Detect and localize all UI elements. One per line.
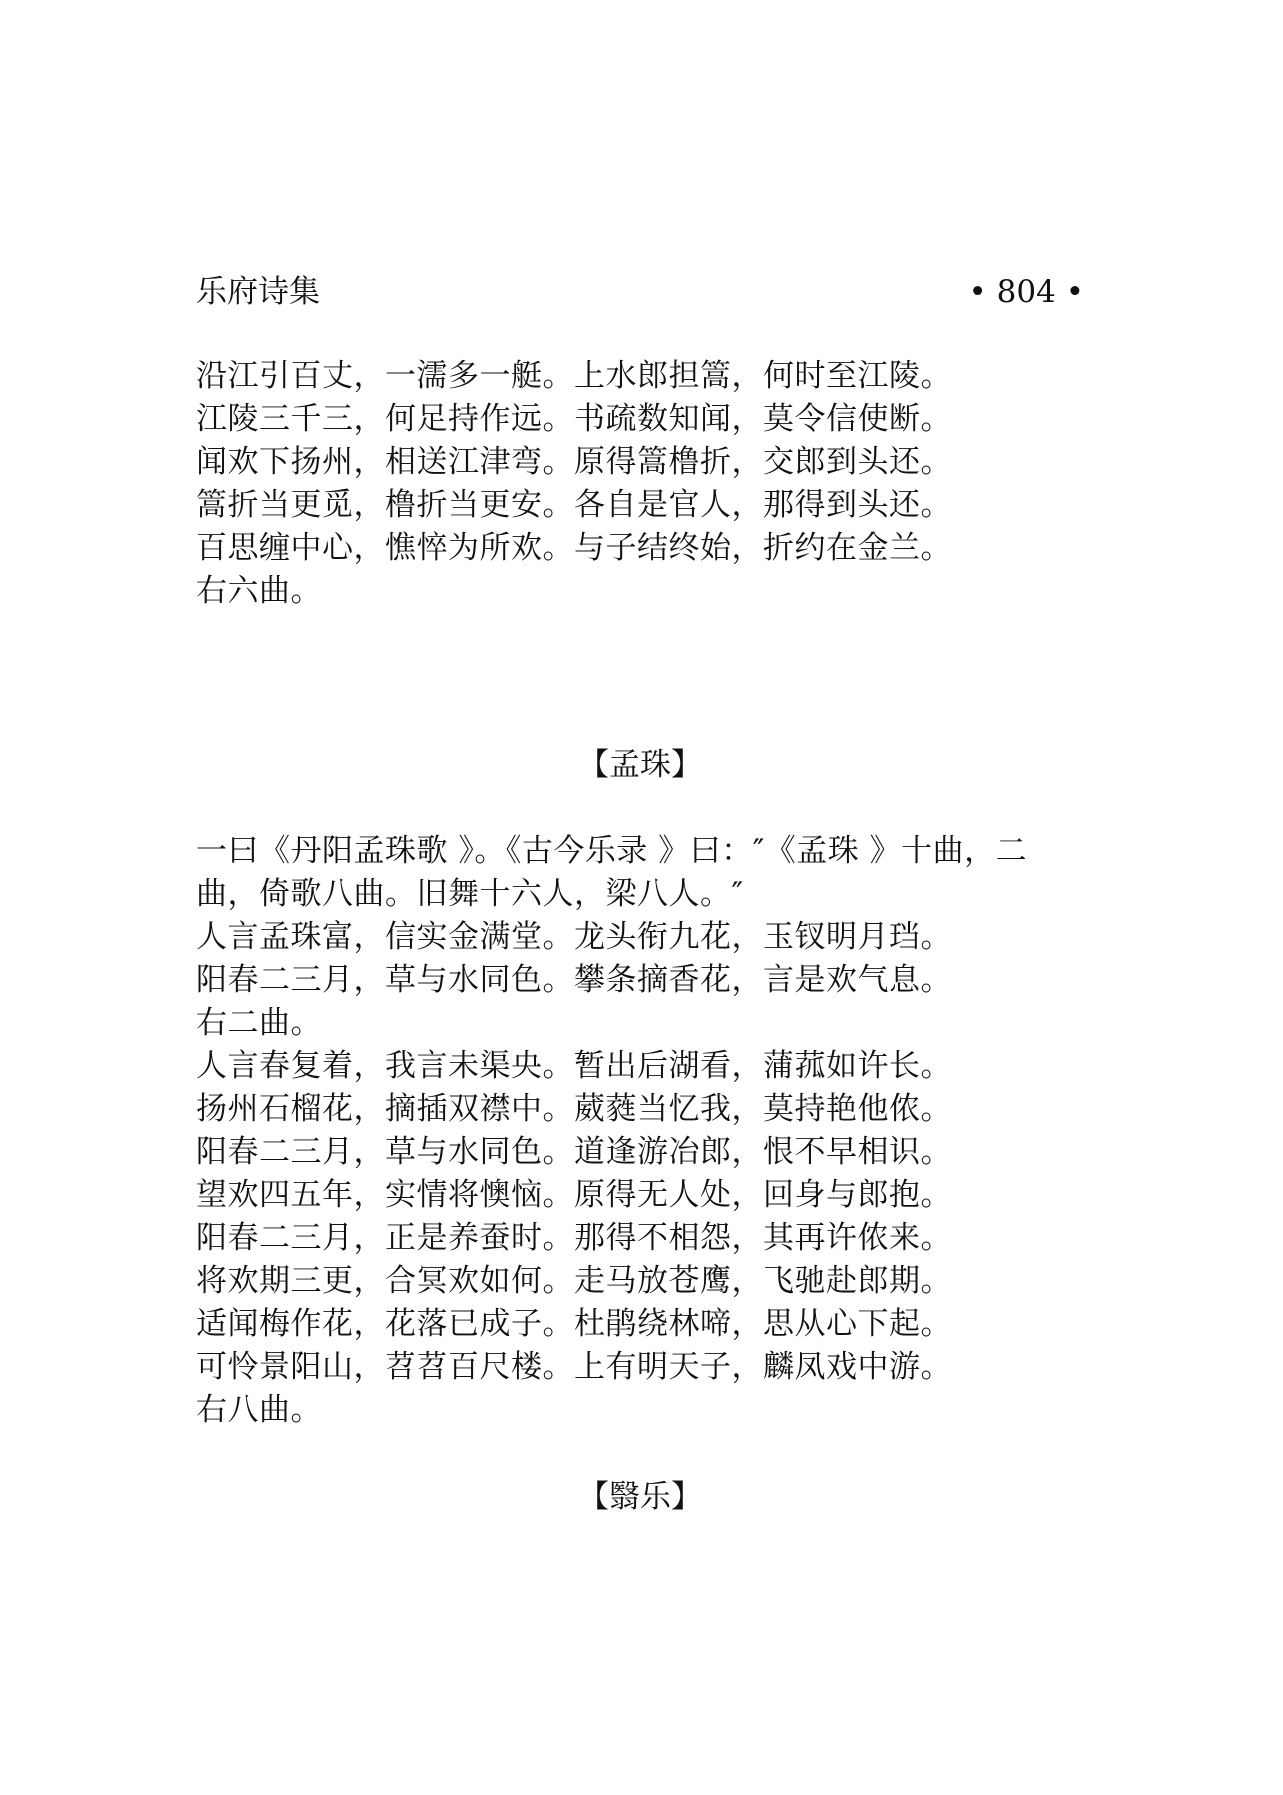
poem-line: 望欢四五年，实情将懊恼。原得无人处，回身与郎抱。 — [196, 1177, 952, 1213]
poem-line: 江陵三千三，何足持作远。书疏数知闻，莫令信使断。 — [196, 401, 952, 437]
poem-line: 将欢期三更，合冥欢如何。走马放苍鹰，飞驰赴郎期。 — [196, 1263, 952, 1299]
poem-block-1 — [196, 355, 1096, 613]
section-heading-meng-zhu: 【孟珠】 — [578, 747, 702, 783]
page-number: • 804 • — [968, 274, 1084, 310]
intro-line: 一曰《丹阳孟珠歌 》。《古今乐录 》曰：″《孟珠 》十曲，二 — [196, 833, 1028, 869]
poem-line: 人言孟珠富，信实金满堂。龙头衔九花，玉钗明月珰。 — [196, 919, 952, 955]
poem-line: 阳春二三月，草与水同色。道逢游冶郎，恨不早相识。 — [196, 1134, 952, 1170]
poem-line: 百思缠中心，憔悴为所欢。与子结终始，折约在金兰。 — [196, 530, 952, 566]
poem-block-2 — [196, 830, 1096, 1432]
book-title: 乐府诗集 — [196, 274, 320, 310]
poem-line: 闻欢下扬州，相送江津弯。原得篙橹折，交郎到头还。 — [196, 444, 952, 480]
section-note: 右六曲。 — [196, 573, 322, 609]
poem-line: 人言春复着，我言未渠央。暂出后湖看，蒲菰如许长。 — [196, 1048, 952, 1084]
poem-line: 扬州石榴花，摘插双襟中。葳蕤当忆我，莫持艳他侬。 — [196, 1091, 952, 1127]
section-note: 右二曲。 — [196, 1005, 322, 1041]
section-note: 右八曲。 — [196, 1392, 322, 1428]
poem-line: 阳春二三月，草与水同色。攀条摘香花，言是欢气息。 — [196, 962, 952, 998]
poem-line: 篙折当更觅，橹折当更安。各自是官人，那得到头还。 — [196, 487, 952, 523]
poem-line: 适闻梅作花，花落已成子。杜鹃绕林啼，思从心下起。 — [196, 1306, 952, 1342]
intro-line: 曲，倚歌八曲。旧舞十六人，梁八人。″ — [196, 876, 744, 912]
section-heading-yi-le: 【翳乐】 — [578, 1479, 702, 1515]
page-header — [196, 270, 1084, 314]
poem-line: 可怜景阳山，苕苕百尺楼。上有明天子，麟凤戏中游。 — [196, 1349, 952, 1385]
poem-line: 沿江引百丈，一濡多一艇。上水郎担篙，何时至江陵。 — [196, 358, 952, 394]
poem-line: 阳春二三月，正是养蚕时。那得不相怨，其再许侬来。 — [196, 1220, 952, 1256]
